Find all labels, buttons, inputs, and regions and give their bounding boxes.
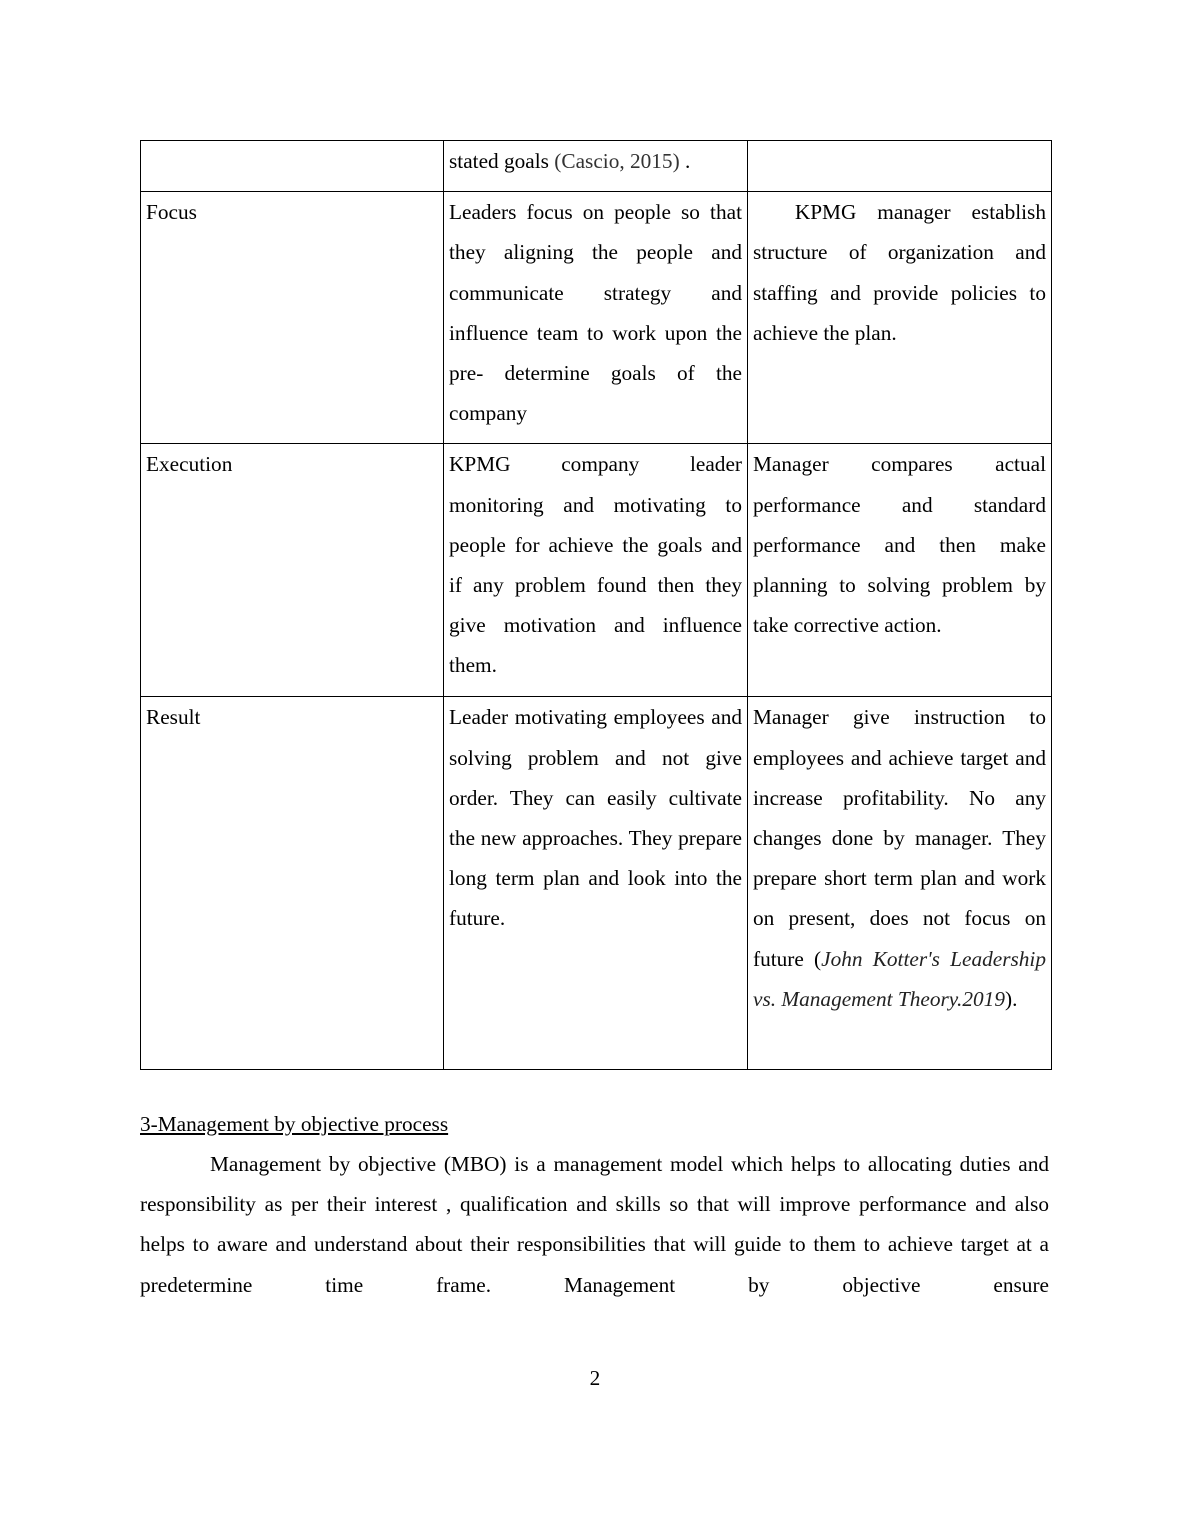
management-text: Manager give instruction to employees and achieve target and increase profitability. No any changes done by manager. They prepare short term plan and work on present, does not focus on future ( [753, 705, 1046, 971]
table-row [141, 141, 1052, 192]
citation: (Cascio, 2015) [554, 149, 680, 173]
table-row [141, 192, 1052, 444]
citation-tail: ). [1004, 986, 1018, 1011]
comparison-table [140, 140, 1052, 1070]
table-row [141, 697, 1052, 1070]
row-label: Result [141, 697, 444, 1070]
citation: John Kotter's Leadership vs. Management Theory.2019 [753, 946, 1046, 1011]
table-row [141, 444, 1052, 697]
leadership-text: stated goals [449, 149, 555, 173]
row-label: Execution [141, 444, 444, 697]
page-number: 2 [589, 1366, 601, 1390]
row-label: Focus [141, 192, 444, 444]
management-cell [748, 141, 1052, 192]
management-cell: Manager compares actual performance and standard performance and then make planning to solving problem by take corrective action. [748, 444, 1052, 697]
citation-tail: . [679, 149, 691, 173]
leadership-cell [444, 141, 748, 192]
leadership-cell: KPMG company leader monitoring and motivating to people for achieve the goals and if any problem found then they give motivation and influence them. [444, 444, 748, 697]
leadership-cell: Leader motivating employees and solving problem and not give order. They can easily cultivate the new approaches. They prepare long term plan and look into the future. [444, 697, 748, 1070]
leadership-cell: Leaders focus on people so that they aligning the people and communicate strategy and influence team to work upon the pre- determine goals of the company [444, 192, 748, 444]
body-paragraph: Management by objective (MBO) is a management model which helps to allocating duties and responsibility as per their interest , qualification and skills so that will improve performance and also helps to aware and understand about their responsibilities that will guide to them to achieve target at a predetermine time frame. Management by objective ensure [140, 1152, 1049, 1297]
row-label [141, 141, 444, 192]
section-heading: 3-Management by objective process [140, 1112, 449, 1136]
management-cell: KPMG manager establish structure of organization and staffing and provide policies to achieve the plan. [748, 192, 1052, 444]
management-cell [748, 697, 1052, 1070]
